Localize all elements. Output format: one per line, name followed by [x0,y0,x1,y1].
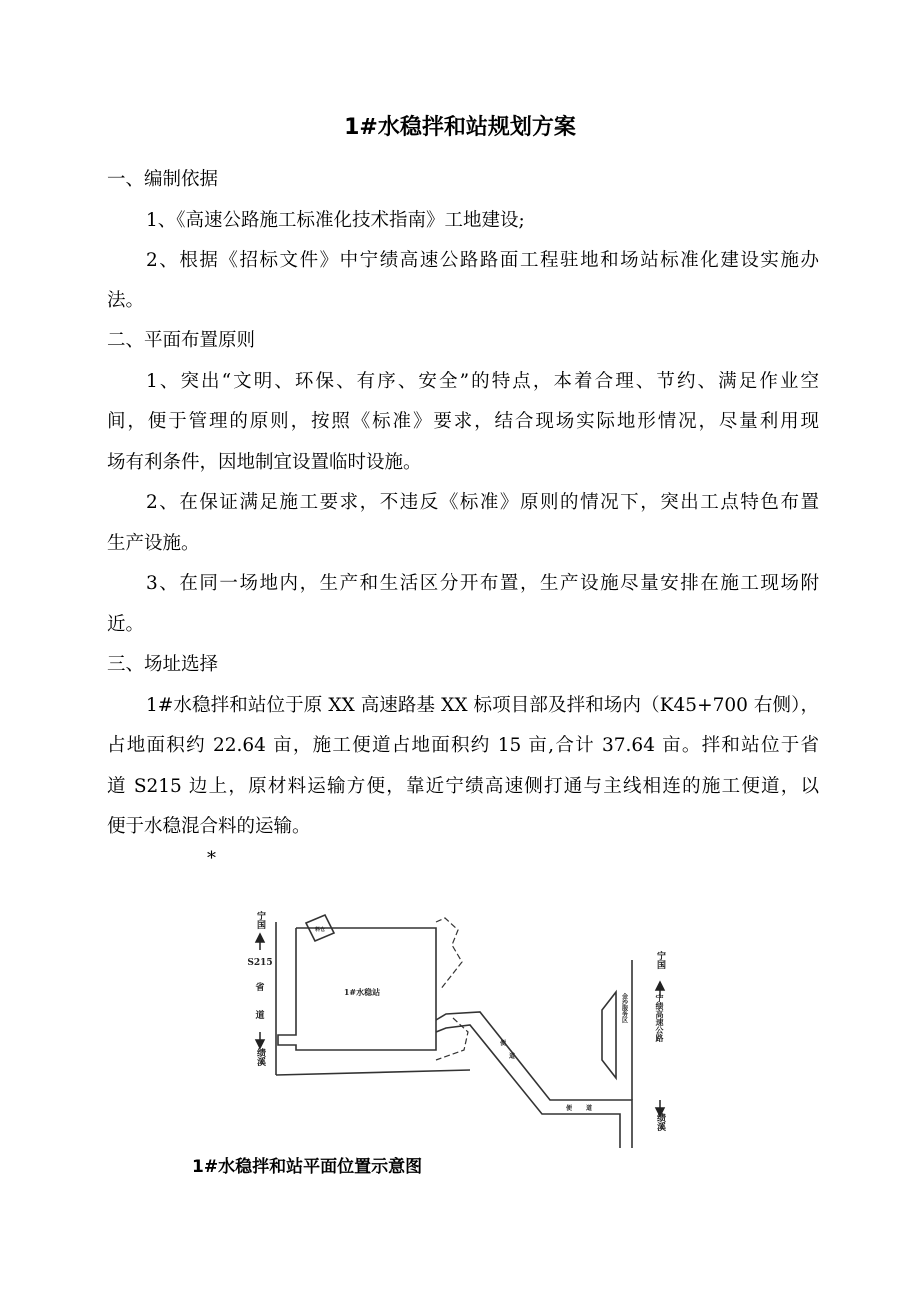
left-road-dao: 道 [255,1011,265,1021]
arrow-up-icon [656,982,664,990]
paragraph: 便于水稳混合料的运输。 [107,816,311,837]
left-road-bottom-label: 绩溪 [255,1048,265,1066]
right-road-top-label: 宁国 [655,951,665,969]
left-road-bottom-edge [276,1070,470,1075]
section-heading-site: 三、场址选择 [107,654,219,675]
paragraph: 1#水稳拌和站位于原 XX 高速路基 XX 标项目部及拌和场内（K45+700 右侧）， [146,695,819,716]
section-heading-layout: 二、平面布置原则 [107,330,256,351]
left-road-top-label: 宁国 [255,911,265,929]
service-area-label: 金沙服务区 [620,993,628,1023]
site-plan-diagram [240,900,700,1155]
station-label: 1#水稳站 [343,987,381,997]
original-site-outline [436,918,462,990]
access-road-label: 便 [499,1040,507,1047]
right-road-name: 宁绩高速公路 [655,994,665,1042]
service-area-shape [602,992,616,1078]
left-road-sheng: 省 [255,983,265,993]
paragraph: 间，便于管理的原则，按照《标准》要求，结合现场实际地形情况，尽量利用现 [107,411,819,432]
access-road-label: 便 [565,1105,573,1112]
paragraph: 生产设施。 [107,533,200,554]
paragraph: 1、《高速公路施工标准化技术指南》工地建设; [146,210,525,231]
paragraph: 2、根据《招标文件》中宁绩高速公路路面工程驻地和场站标准化建设实施办 [146,250,819,271]
access-road-label: 道 [585,1105,593,1112]
paragraph: 法。 [107,290,145,311]
access-road-lower [436,1025,620,1148]
document-title: 1#水稳拌和站规划方案 [344,115,576,140]
original-site-outline-2 [436,1018,468,1060]
small-building-label: 料仓 [314,927,326,933]
right-road-bottom-label: 绩溪 [655,1113,665,1131]
asterisk-mark: * [207,848,216,869]
figure-caption: 1#水稳拌和站平面位置示意图 [192,1157,423,1177]
paragraph: 场有利条件，因地制宜设置临时设施。 [107,452,422,473]
paragraph: 道 S215 边上，原材料运输方便，靠近宁绩高速侧打通与主线相连的施工便道，以 [107,776,819,797]
access-road-label: 道 [508,1053,516,1060]
left-road-name: S215 [247,958,273,968]
paragraph: 2、在保证满足施工要求，不违反《标准》原则的情况下，突出工点特色布置 [146,492,819,513]
paragraph: 3、在同一场地内，生产和生活区分开布置，生产设施尽量安排在施工现场附 [146,573,819,594]
paragraph: 1、突出“文明、环保、有序、安全”的特点，本着合理、节约、满足作业空 [146,371,819,392]
arrow-up-icon [256,934,264,942]
paragraph: 近。 [107,614,145,635]
paragraph: 占地面积约 22.64 亩，施工便道占地面积约 15 亩,合计 37.64 亩。拌和站位于省 [107,735,819,756]
arrow-down-icon [256,1040,264,1048]
section-heading-basis: 一、编制依据 [107,169,219,190]
